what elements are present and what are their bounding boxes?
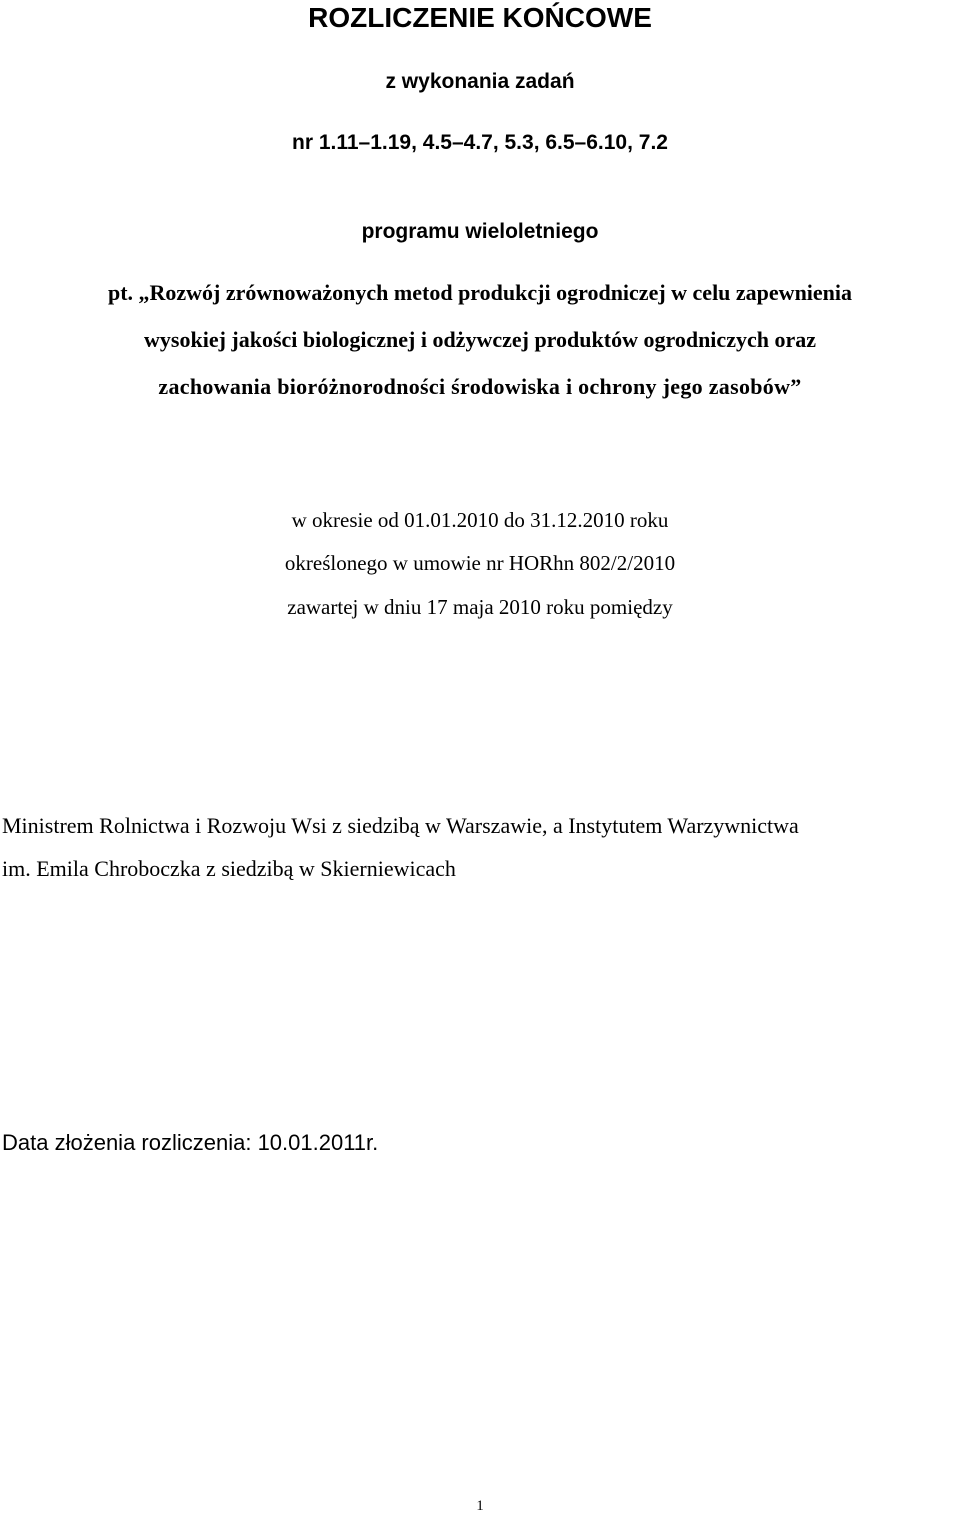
document-title: ROZLICZENIE KOŃCOWE [308, 2, 652, 33]
program-title-line: zachowania bioróżnorodności środowiska i ochrony jego zasobów” [158, 374, 802, 399]
contract-date-line: zawartej w dniu 17 maja 2010 roku pomiędzy [287, 595, 673, 619]
parties-line: Ministrem Rolnictwa i Rozwoju Wsi z siedzibą w Warszawie, a Instytutem Warzywnictwa [2, 813, 799, 838]
program-title-line: wysokiej jakości biologicznej i odżywczej produktów ogrodniczych oraz [144, 327, 816, 352]
parties-line: im. Emila Chroboczka z siedzibą w Skierniewicach [2, 856, 456, 881]
task-numbers-line: nr 1.11–1.19, 4.5–4.7, 5.3, 6.5–6.10, 7.2 [292, 131, 668, 154]
submission-date: Data złożenia rozliczenia: 10.01.2011r. [2, 1130, 379, 1155]
subtitle-line: z wykonania zadań [385, 70, 575, 93]
contract-line: określonego w umowie nr HORhn 802/2/2010 [284, 551, 676, 575]
period-line: w okresie od 01.01.2010 do 31.12.2010 roku [291, 508, 669, 532]
program-title-line: pt. „Rozwój zrównoważonych metod produkcji ogrodniczej w celu zapewnienia [107, 280, 853, 305]
program-type-line: programu wieloletniego [361, 220, 599, 243]
page-number: 1 [476, 1498, 484, 1514]
